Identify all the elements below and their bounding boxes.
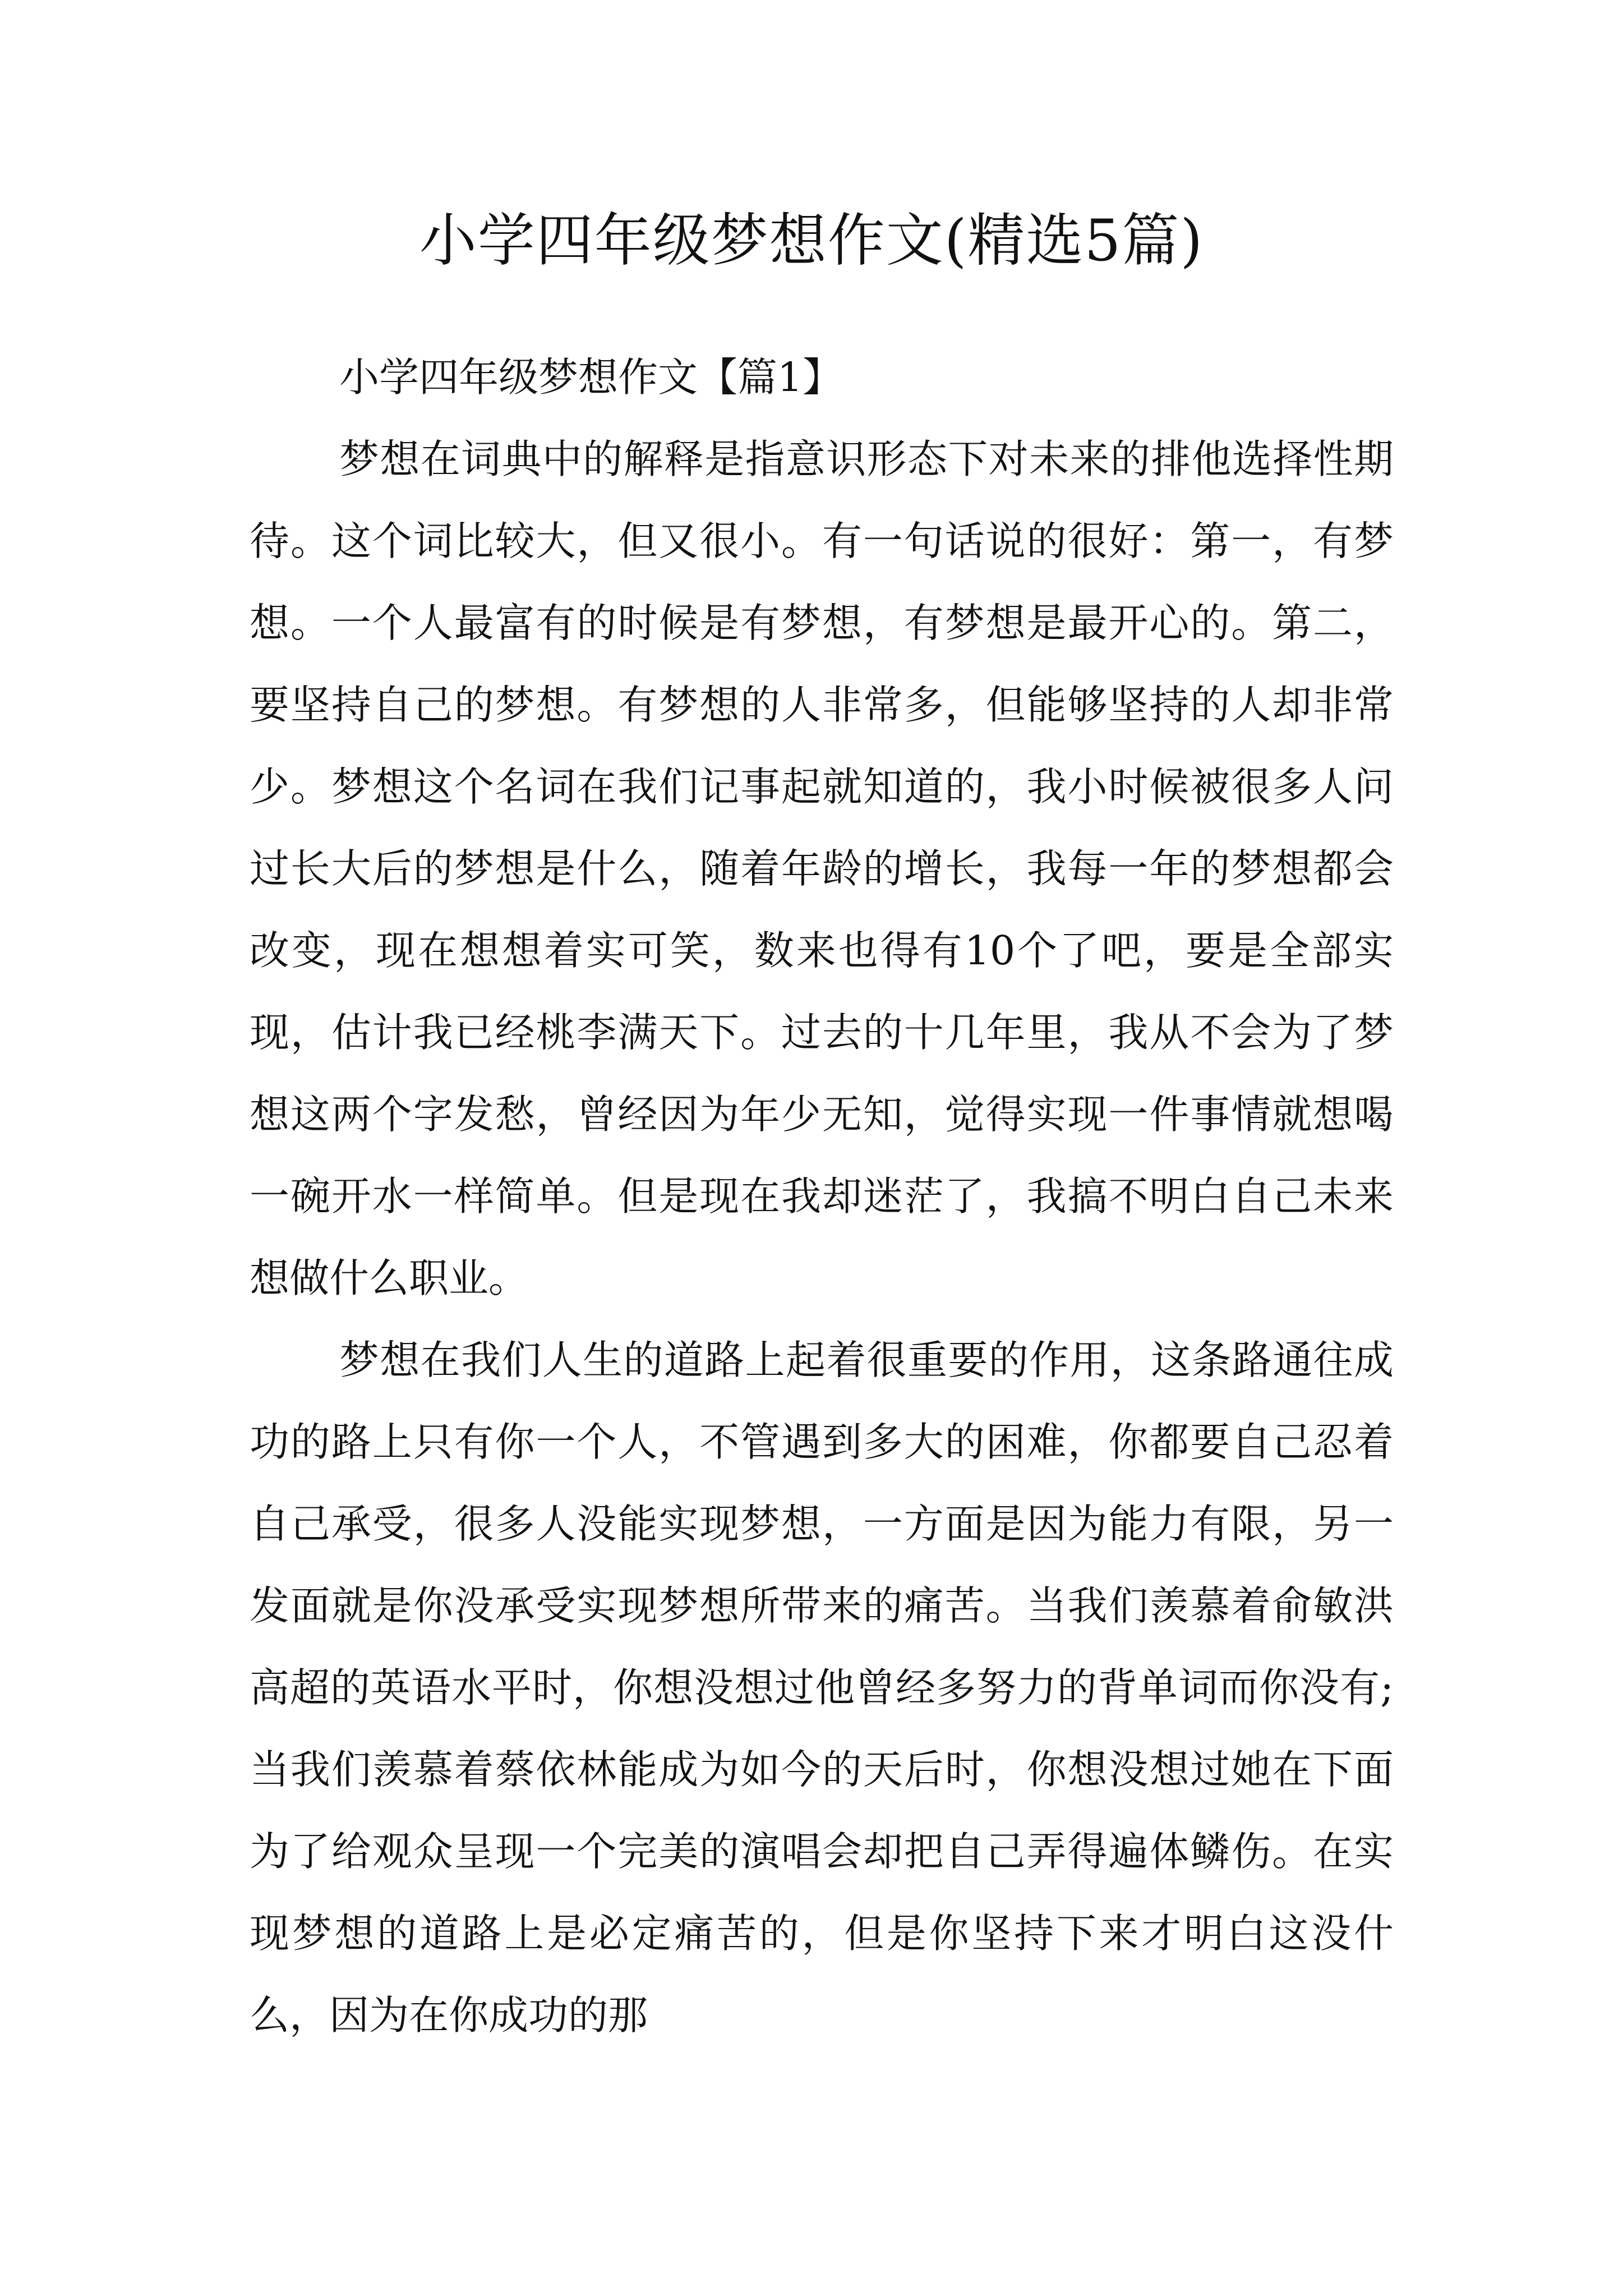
paragraph-1: 梦想在词典中的解释是指意识形态下对未来的排他选择性期待。这个词比较大，但又很小。有一句话说的很好：第一，有梦想。一个人最富有的时候是有梦想，有梦想是最开心的。第二，要坚持自己的梦想。有梦想的人非常多，但能够坚持的人却非常少。梦想这个名词在我们记事起就知道的，我小时候被很多人问过长大后的梦想是什么，随着年龄的增长，我每一年的梦想都会改变，现在想想着实可笑，数来也得有10个了吧，要是全部实现，估计我已经桃李满天下。过去的十几年里，我从不会为了梦想这两个字发愁，曾经因为年少无知，觉得实现一件事情就想喝一碗开水一样简单。但是现在我却迷茫了，我搞不明白自己未来想做什么职业。: [250, 436, 1394, 1301]
section-heading: 小学四年级梦想作文【篇1】: [339, 354, 843, 401]
paragraph-2: 梦想在我们人生的道路上起着很重要的作用，这条路通往成功的路上只有你一个人，不管遇到多大的困难，你都要自己忍着自己承受，很多人没能实现梦想，一方面是因为能力有限，另一发面就是你没承受实现梦想所带来的痛苦。当我们羡慕着俞敏洪高超的英语水平时，你想没想过他曾经多努力的背单词而你没有;当我们羡慕着蔡依林能成为如今的天后时，你想没想过她在下面为了给观众呈现一个完美的演唱会却把自己弄得遍体鳞伤。在实现梦想的道路上是必定痛苦的，但是你坚持下来才明白这没什么，因为在你成功的那: [250, 1337, 1394, 2039]
document-body: [250, 337, 1394, 2056]
document-title: 小学四年级梦想作文(精选5篇): [419, 208, 1204, 274]
